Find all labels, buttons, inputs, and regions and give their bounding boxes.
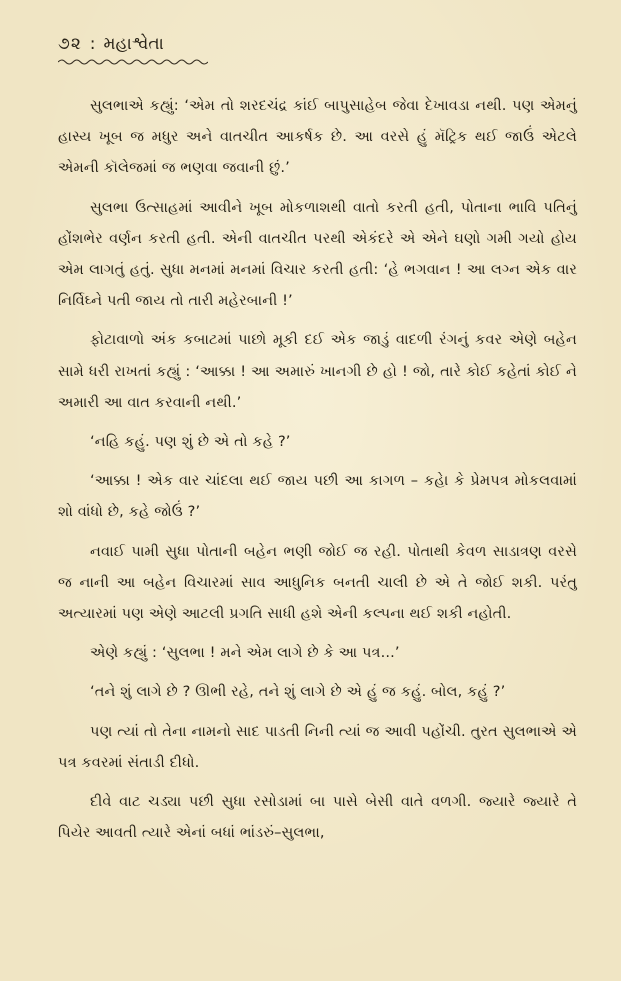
paragraph: નવાઈ પામી સુધા પોતાની બહેન ભણી જોઈ જ રહી. પોતાથી કેવળ સાડાત્રણ વરસે જ નાની આ બહેન વિચારમાં સાવ આધુનિક બનતી ચાલી છે એ તે જોઈ શકી. પરંતુ અત્યારમાં પણ એણે આટલી પ્રગતિ સાધી હશે એની કલ્પના થઈ શકી નહોતી. — [58, 542, 577, 623]
paragraph: ‘આક્કા ! એક વાર ચાંદલા થઈ જાય પછી આ કાગળ – કહેા કે પ્રેમપત્ર મોકલવામાં શો વાંધો છે, કહે જોઉં ?’ — [58, 472, 577, 521]
running-header — [58, 34, 577, 54]
book-title: મહાશ્વેતા — [103, 34, 164, 54]
paragraph: ફોટાવાળો અંક કબાટમાં પાછો મૂકી દઈ એક જાડું વાદળી રંગનું કવર એણે બહેન સામે ધરી રાખતાં કહ્યું : ‘આક્કા ! આ અમારું ખાનગી છે હો ! જો, તારે કોઈ કહેતાં કોઈ ને અમારી આ વાત કરવાની નથી.’ — [58, 331, 578, 411]
paragraph: એણે કહ્યું : ‘સુલભા ! મને એમ લાગે છે કે આ પત્ર...’ — [90, 644, 400, 662]
header-separator: : — [89, 34, 96, 54]
page-number: ૭૨ — [58, 34, 82, 54]
body-text — [58, 90, 577, 848]
paragraph: ‘નહિ કહું. પણ શું છે એ તો કહે ?’ — [90, 433, 291, 451]
paragraph: દીવે વાટ ચડ્યા પછી સુધા રસોડામાં બા પાસે બેસી વાતે વળગી. જ્યારે જ્યારે તે પિયેર આવતી ત્યારે એનાં બધાં ભાંડરું–સુલભા, — [58, 793, 577, 842]
paragraph: સુલભા ઉત્સાહમાં આવીને ખૂબ મોકળાશથી વાતો કરતી હતી, પોતાના ભાવિ પતિનું હોંશભેર વર્ણન કરતી હતી. એની વાતચીત પરથી એકંદરે એ એને ઘણો ગમી ગયો હોય એમ લાગતું હતું. સુધા મનમાં મનમાં વિચાર કરતી હતી: ‘હે ભગવાન ! આ લગ્ન એક વાર નિર્વિઘ્ને પતી જાય તો તારી મહેરબાની !’ — [58, 198, 577, 310]
paragraph: સુલભાએ કહ્યું: ‘એમ તો શરદચંદ્ર કાંઈ બાપુસાહેબ જેવા દેખાવડા નથી. પણ એમનું હાસ્ય ખૂબ જ મધુર અને વાતચીત આકર્ષક છે. આ વરસે હું મૅટ્રિક થઈ જાઉં એટલે એમની કૉલેજમાં જ ભણવા જવાની છું.’ — [58, 97, 577, 177]
header-ornament-rule — [58, 58, 208, 66]
paragraph: પણ ત્યાં તો તેના નામનો સાદ પાડતી નિની ત્યાં જ આવી પહોંચી. તુરત સુલભાએ એ પત્ર કવરમાં સંતાડી દીધો. — [58, 722, 577, 771]
paragraph: ‘તને શું લાગે છે ? ઊભી રહે, તને શું લાગે છે એ હું જ કહું. બોલ, કહું ?’ — [90, 683, 506, 701]
